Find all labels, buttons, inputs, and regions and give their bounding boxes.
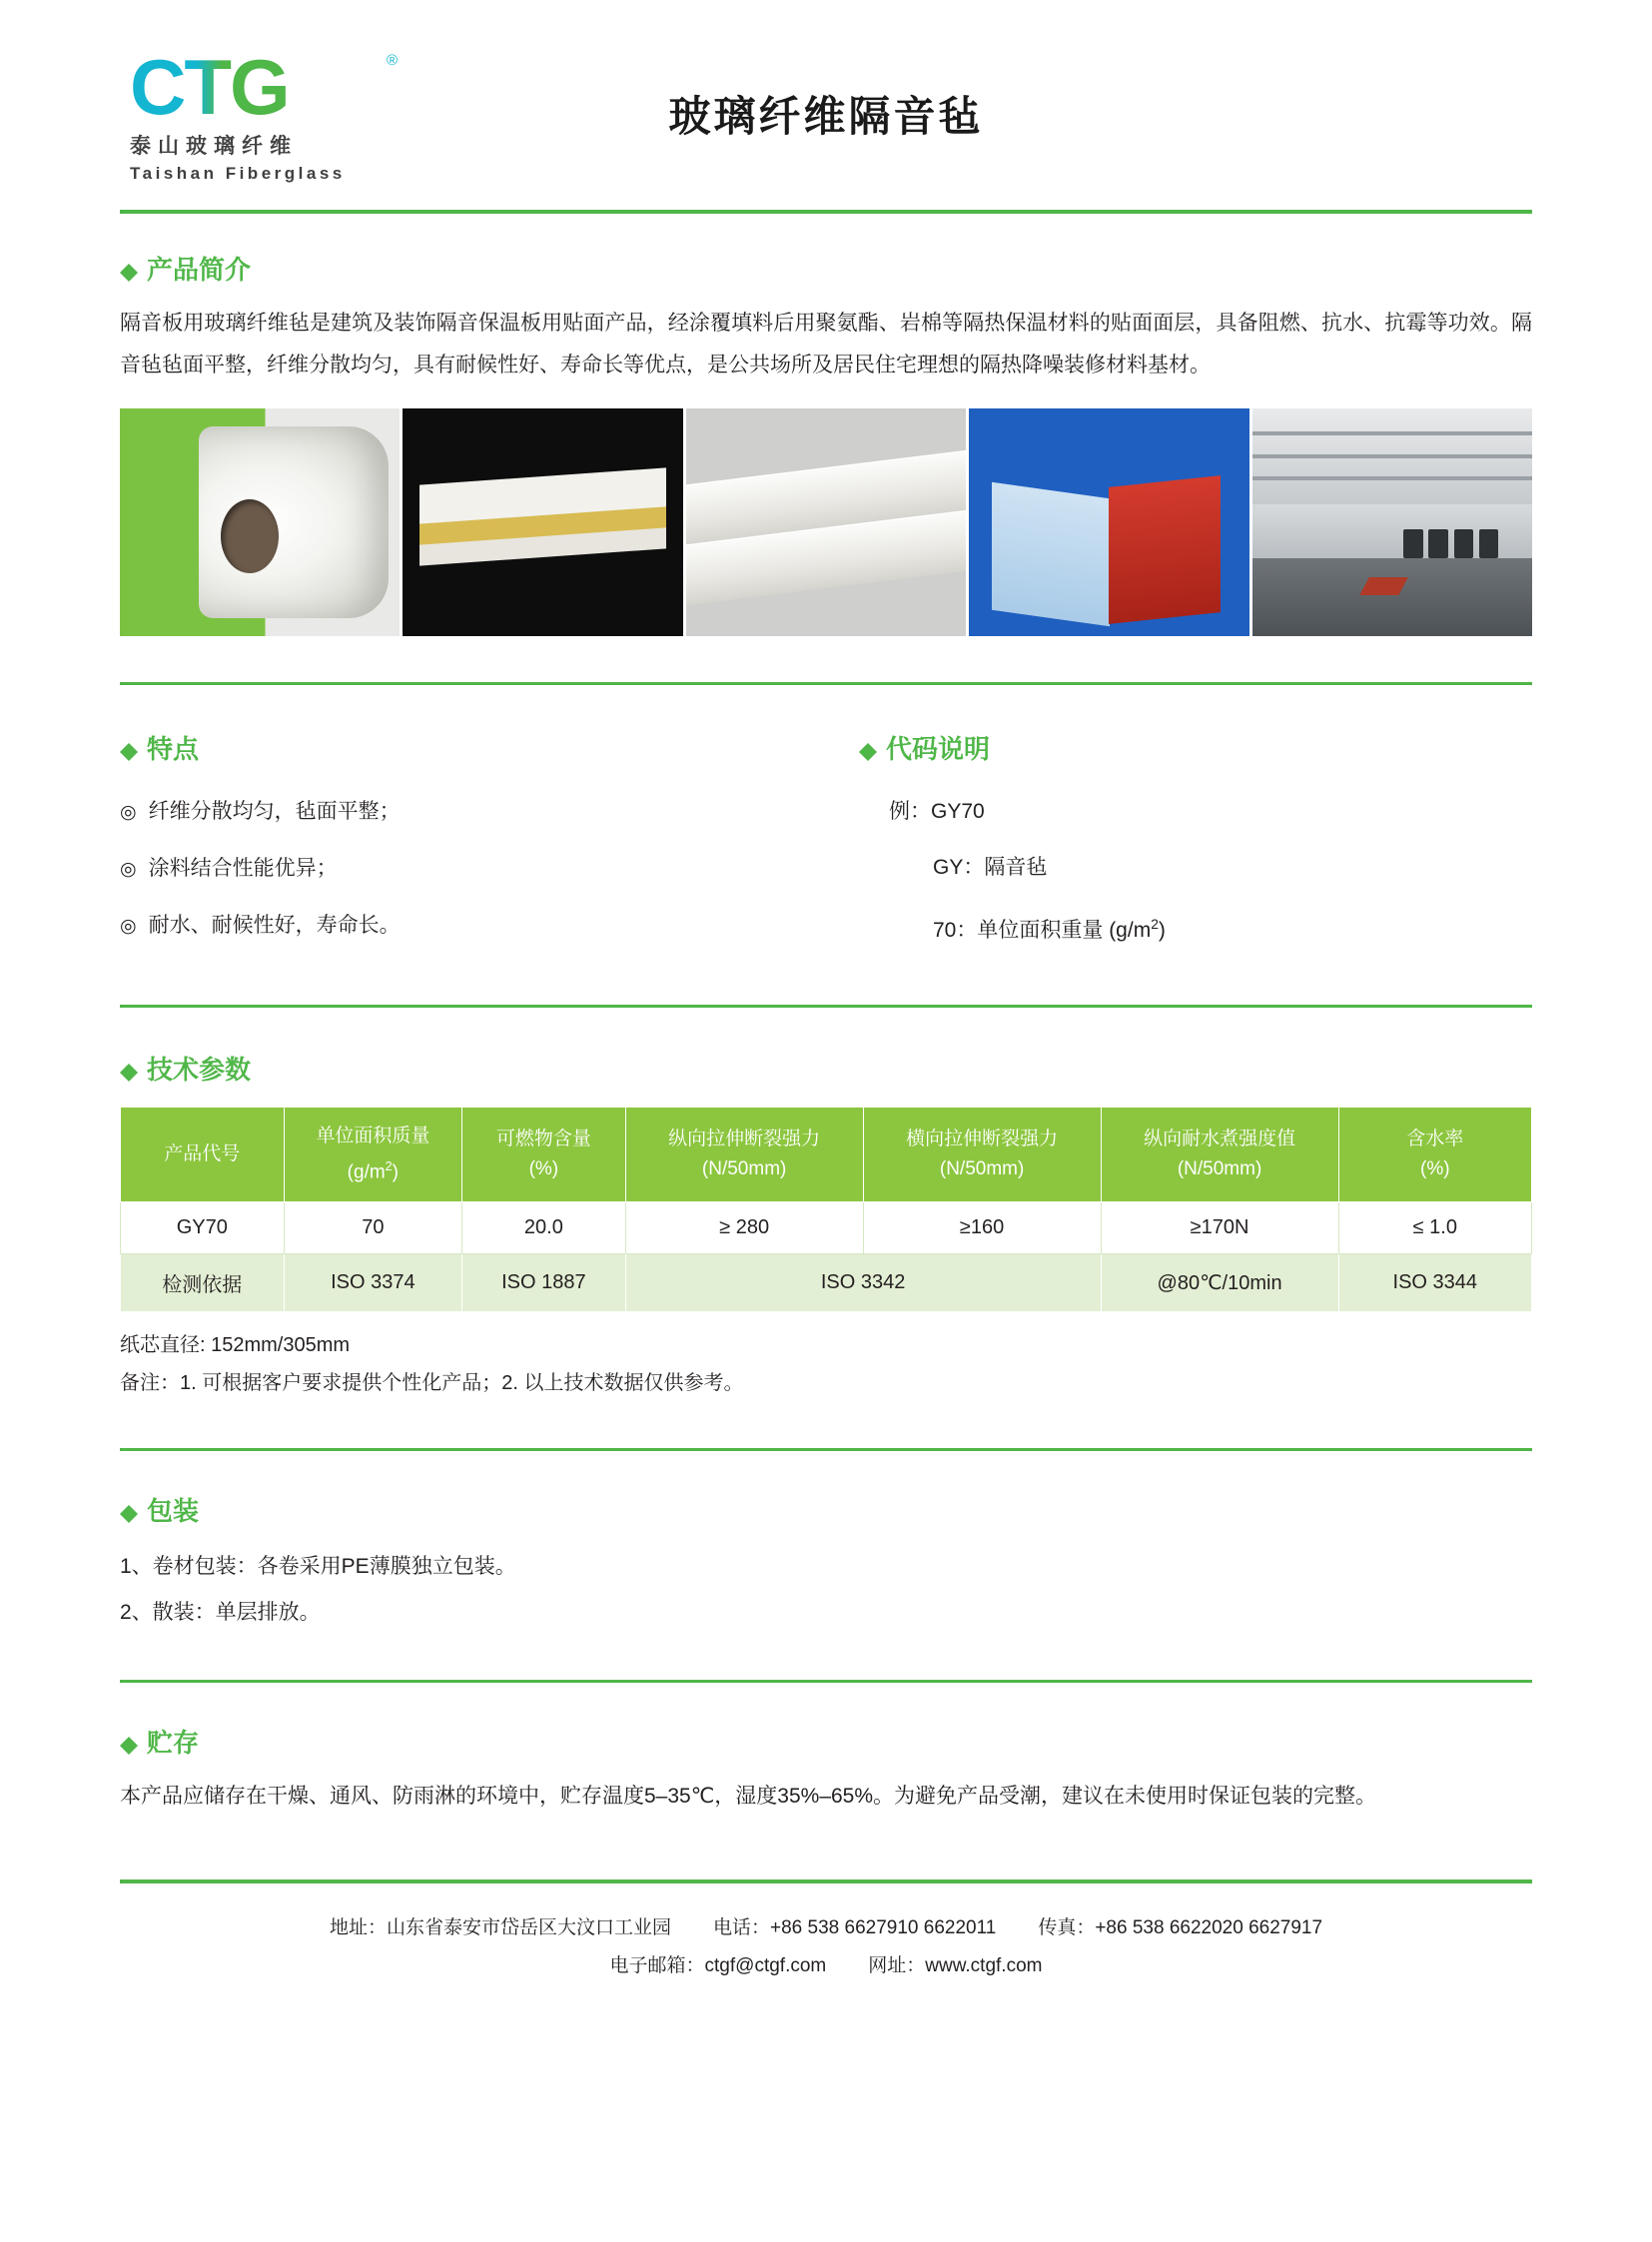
section-heading-packaging-label: 包装 bbox=[147, 1496, 200, 1527]
circle-bullet-icon: ◎ bbox=[120, 916, 137, 937]
logo-english-name: Taishan Fiberglass bbox=[130, 164, 346, 183]
table-cell: 检测依据 bbox=[121, 1254, 285, 1312]
section-heading-storage-label: 贮存 bbox=[147, 1728, 200, 1759]
section-features bbox=[120, 729, 739, 959]
page-header bbox=[120, 0, 1532, 210]
table-header-cell bbox=[1101, 1108, 1338, 1202]
header-line-1: 单位面积质量 bbox=[316, 1125, 430, 1146]
tel-label: 电话： bbox=[713, 1917, 771, 1939]
section-heading-code bbox=[859, 729, 1532, 766]
table-header-cell bbox=[863, 1108, 1101, 1202]
website-value[interactable]: www.ctgf.com bbox=[925, 1955, 1043, 1977]
address-value: 山东省泰安市岱岳区大汶口工业园 bbox=[386, 1917, 671, 1939]
section-heading-spec-label: 技术参数 bbox=[147, 1055, 252, 1085]
header-line-1: 产品代号 bbox=[164, 1143, 241, 1165]
registered-trademark-icon: ® bbox=[386, 52, 398, 69]
packaging-line-1: 1、卷材包装：各卷采用PE薄膜独立包装。 bbox=[120, 1555, 516, 1579]
diamond-bullet-icon bbox=[120, 734, 138, 752]
code-line-weight bbox=[859, 896, 1532, 959]
spec-note-remark: 备注：1. 可根据客户要求提供个性化产品；2. 以上技术数据仅供参考。 bbox=[120, 1372, 744, 1395]
table-header-row bbox=[121, 1108, 1532, 1202]
code-explanation-list bbox=[859, 784, 1532, 959]
table-cell: ≥ 280 bbox=[625, 1202, 863, 1254]
footer-line-2 bbox=[120, 1947, 1532, 1985]
table-cell: ≥170N bbox=[1101, 1202, 1338, 1254]
table-cell: ISO 3344 bbox=[1338, 1254, 1531, 1312]
section-heading-features bbox=[120, 729, 739, 766]
table-row bbox=[121, 1254, 1532, 1312]
code-line-weight-suffix: ) bbox=[1158, 919, 1166, 942]
header-line-2: (N/50mm) bbox=[701, 1158, 787, 1180]
diamond-bullet-icon bbox=[120, 1728, 138, 1746]
circle-bullet-icon: ◎ bbox=[120, 859, 137, 880]
table-cell: ISO 1887 bbox=[462, 1254, 626, 1312]
list-item bbox=[120, 784, 739, 841]
section-packaging bbox=[120, 1451, 1532, 1634]
table-cell: GY70 bbox=[121, 1202, 285, 1254]
section-heading-features-label: 特点 bbox=[147, 734, 200, 764]
logo-mark bbox=[130, 43, 400, 131]
section-heading-code-label: 代码说明 bbox=[886, 734, 991, 764]
header-line-2: (N/50mm) bbox=[939, 1158, 1025, 1180]
code-line-gy: GY：隔音毡 bbox=[933, 856, 1048, 879]
diamond-bullet-icon bbox=[120, 255, 138, 273]
logo-letters: CTG bbox=[130, 43, 289, 131]
table-cell: ≥160 bbox=[863, 1202, 1101, 1254]
section-storage bbox=[120, 1683, 1532, 1818]
table-header-cell bbox=[121, 1108, 285, 1202]
feature-text: 耐水、耐候性好，寿命长。 bbox=[148, 914, 401, 937]
diamond-bullet-icon bbox=[859, 734, 877, 752]
tel-value: +86 538 6627910 6622011 bbox=[770, 1917, 997, 1939]
header-line-1: 纵向拉伸断裂强力 bbox=[668, 1128, 821, 1150]
header-line-1: 纵向耐水煮强度值 bbox=[1144, 1128, 1296, 1150]
spec-note-core-diameter: 纸芯直径: 152mm/305mm bbox=[120, 1334, 351, 1357]
header-line-2: (N/50mm) bbox=[1177, 1158, 1262, 1180]
footer-line-1 bbox=[120, 1909, 1532, 1947]
table-cell-merged: ISO 3342 bbox=[625, 1254, 1101, 1312]
storage-text: 本产品应储存在干燥、通风、防雨淋的环境中，贮存温度5–35℃，湿度35%–65%。为避免产品受潮，建议在未使用时保证包装的完整。 bbox=[120, 1785, 1377, 1809]
packaging-line-2: 2、散装：单层排放。 bbox=[120, 1601, 321, 1625]
feature-list bbox=[120, 784, 739, 955]
code-line-weight-prefix: 70：单位面积重量 (g/m bbox=[933, 919, 1152, 942]
section-features-and-code bbox=[120, 685, 1532, 959]
table-cell: 70 bbox=[284, 1202, 461, 1254]
fax-label: 传真： bbox=[1038, 1917, 1096, 1939]
table-cell: ≤ 1.0 bbox=[1338, 1202, 1531, 1254]
code-line-weight-sup: 2 bbox=[1151, 916, 1159, 932]
email-label: 电子邮箱： bbox=[609, 1955, 705, 1977]
section-intro bbox=[120, 214, 1532, 636]
table-row bbox=[121, 1202, 1532, 1254]
table-cell: @80℃/10min bbox=[1101, 1254, 1338, 1312]
product-photo-board-section bbox=[403, 408, 682, 636]
header-line-1: 横向拉伸断裂强力 bbox=[906, 1128, 1059, 1150]
section-heading-intro-label: 产品简介 bbox=[147, 255, 252, 285]
product-photo-white-boards bbox=[686, 408, 966, 636]
page-title: 玻璃纤维隔音毡 bbox=[668, 93, 984, 140]
fax-value: +86 538 6622020 6627917 bbox=[1095, 1917, 1323, 1939]
product-photo-colored-panels bbox=[969, 408, 1248, 636]
header-line-2: (%) bbox=[1420, 1158, 1450, 1180]
specifications-table bbox=[120, 1107, 1532, 1312]
table-cell: ISO 3374 bbox=[284, 1254, 461, 1312]
section-heading-packaging bbox=[120, 1491, 1532, 1528]
diamond-bullet-icon bbox=[120, 1055, 138, 1073]
circle-bullet-icon: ◎ bbox=[120, 802, 137, 823]
header-line-1: 含水率 bbox=[1406, 1128, 1464, 1150]
product-photo-row bbox=[120, 408, 1532, 636]
address-label: 地址： bbox=[329, 1917, 387, 1939]
website-label: 网址： bbox=[868, 1955, 926, 1977]
page-footer bbox=[120, 1883, 1532, 1985]
table-header-cell bbox=[284, 1108, 461, 1202]
email-value[interactable]: ctgf@ctgf.com bbox=[704, 1955, 827, 1977]
section-specifications bbox=[120, 1008, 1532, 1402]
table-cell: 20.0 bbox=[462, 1202, 626, 1254]
section-heading-storage bbox=[120, 1723, 1532, 1760]
list-item bbox=[120, 898, 739, 955]
product-photo-fiber-roll bbox=[120, 408, 400, 636]
table-header-cell bbox=[1338, 1108, 1531, 1202]
list-item bbox=[120, 841, 739, 898]
feature-text: 涂料结合性能优异； bbox=[148, 857, 338, 880]
product-photo-interior-hall bbox=[1252, 408, 1532, 636]
intro-text: 隔音板用玻璃纤维毡是建筑及装饰隔音保温板用贴面产品，经涂覆填料后用聚氨酯、岩棉等隔热保温材料的贴面面层，具备阻燃、抗水、抗霉等功效。隔音毡毡面平整，纤维分散均匀，具有耐候性好、寿命长等优点，是公共场所及居民住宅理想的隔热降噪装修材料基材。 bbox=[120, 312, 1532, 376]
header-line-1: 可燃物含量 bbox=[495, 1128, 591, 1150]
header-line-2: $(g/m^2)$ bbox=[347, 1159, 399, 1183]
code-example: 例：GY70 bbox=[889, 800, 985, 823]
logo-chinese-name: 泰山玻璃纤维 bbox=[130, 135, 298, 158]
feature-text: 纤维分散均匀，毡面平整； bbox=[148, 800, 401, 823]
table-header-cell bbox=[625, 1108, 863, 1202]
diamond-bullet-icon bbox=[120, 1496, 138, 1514]
company-logo bbox=[130, 43, 419, 184]
header-line-2: (%) bbox=[528, 1158, 559, 1180]
table-header-cell bbox=[462, 1108, 626, 1202]
section-code-explanation bbox=[739, 729, 1532, 959]
section-heading-intro bbox=[120, 250, 1532, 287]
section-heading-spec bbox=[120, 1050, 1532, 1087]
